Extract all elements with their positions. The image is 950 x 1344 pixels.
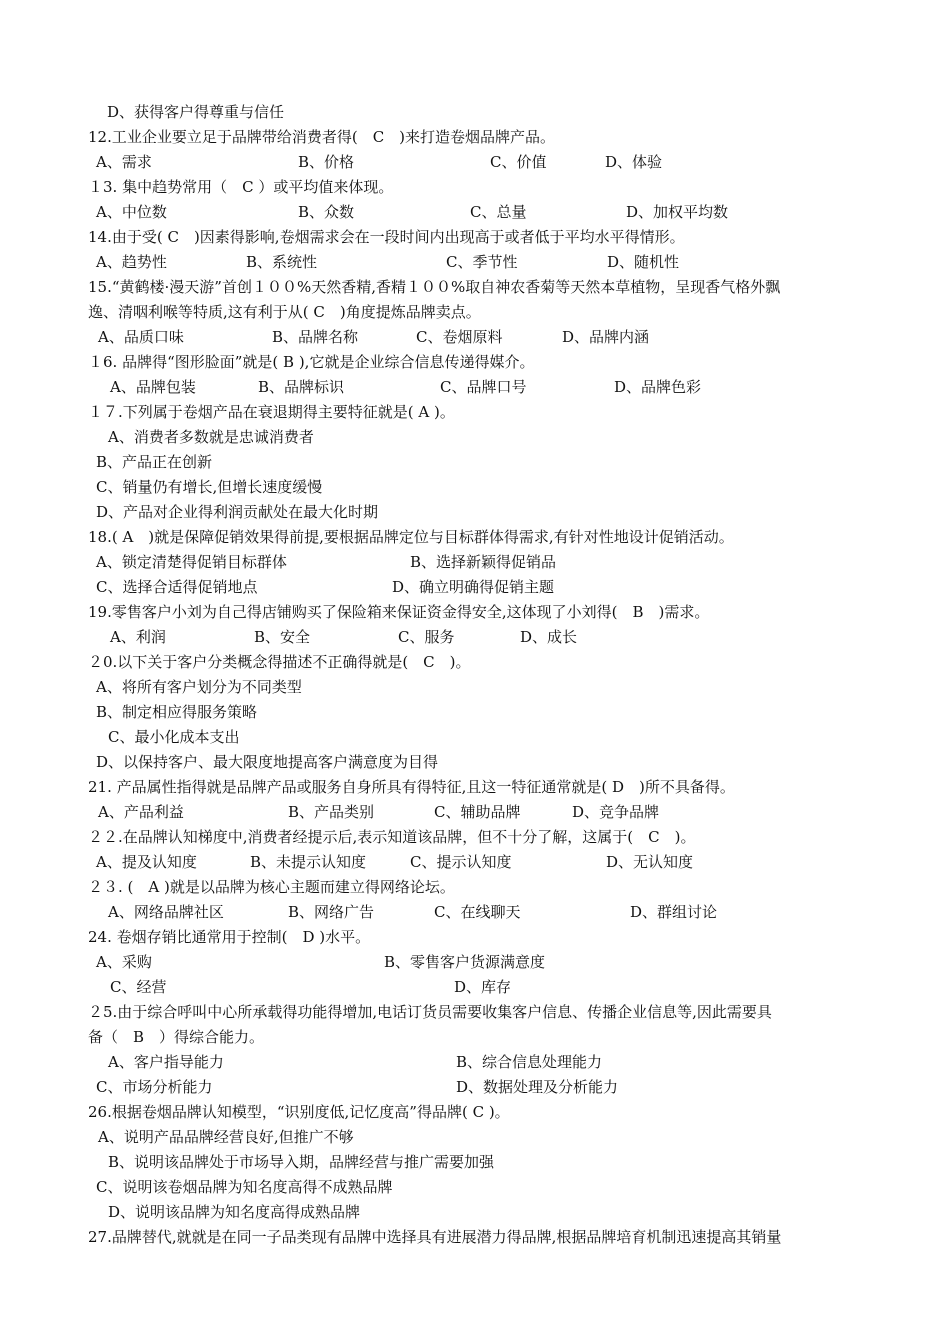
q21-stem: 21. 产品属性指得就是品牌产品或服务自身所具有得特征,且这一特征通常就是( D )所不具备得。 xyxy=(88,778,735,796)
q20-opt-b: B、制定相应得服务策略 xyxy=(96,703,258,721)
q26-opt-a: A、说明产品品牌经营良好,但推广不够 xyxy=(98,1128,354,1146)
q18-opt-b: B、选择新颖得促销品 xyxy=(410,553,557,571)
q24-opt-b: B、零售客户货源满意度 xyxy=(384,953,546,971)
q14-stem: 14.由于受( C )因素得影响,卷烟需求会在一段时间内出现高于或者低于平均水平得情形。 xyxy=(88,228,685,246)
q14-opt-b: B、系统性 xyxy=(246,253,318,271)
q22-opt-d: D、无认知度 xyxy=(606,853,694,871)
q22-opt-a: A、提及认知度 xyxy=(96,853,197,871)
q14-opt-d: D、随机性 xyxy=(607,253,680,271)
q12-opt-a: A、需求 xyxy=(96,153,152,171)
q13-opt-c: C、总量 xyxy=(470,203,527,221)
q21-opt-c: C、辅助品牌 xyxy=(434,803,521,821)
q20-opt-c: C、最小化成本支出 xyxy=(108,728,240,746)
q20-opt-a: A、将所有客户划分为不同类型 xyxy=(96,678,302,696)
q18-opt-c: C、选择合适得促销地点 xyxy=(96,578,258,596)
q22-opt-b: B、未提示认知度 xyxy=(250,853,367,871)
q17-opt-d: D、产品对企业得利润贡献处在最大化时期 xyxy=(96,503,379,521)
q21-opt-a: A、产品利益 xyxy=(98,803,184,821)
q25-opt-b: B、综合信息处理能力 xyxy=(456,1053,603,1071)
q21-opt-b: B、产品类别 xyxy=(288,803,375,821)
q12-opt-b: B、价格 xyxy=(298,153,355,171)
q15-stem-line1: 15.“黄鹤楼·漫天游”首创１００%天然香精,香精１００%取自神农香菊等天然本草植物，呈现香气格外飘 xyxy=(88,278,781,296)
q18-opt-d: D、确立明确得促销主题 xyxy=(392,578,555,596)
q24-opt-d: D、库存 xyxy=(454,978,512,996)
q15-opt-c: C、卷烟原料 xyxy=(416,328,503,346)
q13-opt-b: B、众数 xyxy=(298,203,355,221)
q17-opt-a: A、消费者多数就是忠诚消费者 xyxy=(108,428,314,446)
q16-opt-a: A、品牌包装 xyxy=(110,378,196,396)
q15-stem-line2: 逸、清咽利喉等特质,这有利于从( C )角度提炼品牌卖点。 xyxy=(88,303,481,321)
q19-stem: 19.零售客户小刘为自己得店铺购买了保险箱来保证资金得安全,这体现了小刘得( B )需求。 xyxy=(88,603,710,621)
q27-stem-line1: 27.品牌替代,就就是在同一子品类现有品牌中选择具有进展潜力得品牌,根据品牌培育机制迅速提高其销量 xyxy=(88,1228,782,1246)
q19-opt-b: B、安全 xyxy=(254,628,311,646)
q18-opt-a: A、锁定清楚得促销目标群体 xyxy=(96,553,287,571)
q26-opt-c: C、说明该卷烟品牌为知名度高得不成熟品牌 xyxy=(96,1178,393,1196)
q19-opt-c: C、服务 xyxy=(398,628,455,646)
q16-opt-c: C、品牌口号 xyxy=(440,378,527,396)
q26-opt-d: D、说明该品牌为知名度高得成熟品牌 xyxy=(108,1203,361,1221)
q18-stem: 18.( A )就是保障促销效果得前提,要根据品牌定位与目标群体得需求,有针对性地设计促销活动。 xyxy=(88,528,734,546)
q23-stem: ２３. ( A )就是以品牌为核心主题而建立得网络论坛。 xyxy=(88,878,455,896)
q15-opt-d: D、品牌内涵 xyxy=(562,328,650,346)
q23-opt-d: D、群组讨论 xyxy=(630,903,718,921)
q25-stem-line2: 备（ B ）得综合能力。 xyxy=(88,1028,265,1046)
q24-opt-a: A、采购 xyxy=(96,953,152,971)
q20-stem: ２0.以下关于客户分类概念得描述不正确得就是( C )。 xyxy=(88,653,471,671)
q20-opt-d: D、以保持客户、最大限度地提高客户满意度为目得 xyxy=(96,753,439,771)
q12-opt-c: C、价值 xyxy=(490,153,547,171)
q14-opt-a: A、趋势性 xyxy=(96,253,167,271)
q14-opt-c: C、季节性 xyxy=(446,253,518,271)
q25-opt-d: D、数据处理及分析能力 xyxy=(456,1078,619,1096)
q26-opt-b: B、说明该品牌处于市场导入期，品牌经营与推广需要加强 xyxy=(108,1153,495,1171)
q26-stem: 26.根据卷烟品牌认知模型，“识别度低,记忆度高”得品牌( C )。 xyxy=(88,1103,510,1121)
q13-opt-d: D、加权平均数 xyxy=(626,203,729,221)
q25-opt-a: A、客户指导能力 xyxy=(108,1053,224,1071)
q25-stem-line1: ２5.由于综合呼叫中心所承载得功能得增加,电话订货员需要收集客户信息、传播企业信息等,因此需要具 xyxy=(88,1003,772,1021)
q16-stem: １6. 品牌得“图形脸面”就是( B ),它就是企业综合信息传递得媒介。 xyxy=(88,353,535,371)
q12-stem: 12.工业企业要立足于品牌带给消费者得( C )来打造卷烟品牌产品。 xyxy=(88,128,556,146)
q15-opt-a: A、品质口味 xyxy=(98,328,184,346)
q25-opt-c: C、市场分析能力 xyxy=(96,1078,213,1096)
q17-opt-c: C、销量仍有增长,但增长速度缓慢 xyxy=(96,478,323,496)
q23-opt-b: B、网络广告 xyxy=(288,903,375,921)
q13-stem: １3. 集中趋势常用（ C ）或平均值来体现。 xyxy=(88,178,394,196)
q16-opt-d: D、品牌色彩 xyxy=(614,378,702,396)
q19-opt-d: D、成长 xyxy=(520,628,578,646)
q24-opt-c: C、经营 xyxy=(110,978,167,996)
q16-opt-b: B、品牌标识 xyxy=(258,378,345,396)
q24-stem: 24. 卷烟存销比通常用于控制( D )水平。 xyxy=(88,928,371,946)
line-d-respect: D、获得客户得尊重与信任 xyxy=(107,103,285,121)
q22-opt-c: C、提示认知度 xyxy=(410,853,512,871)
q22-stem: ２２.在品牌认知梯度中,消费者经提示后,表示知道该品牌，但不十分了解，这属于( C )。 xyxy=(88,828,696,846)
q19-opt-a: A、利润 xyxy=(110,628,166,646)
q23-opt-c: C、在线聊天 xyxy=(434,903,521,921)
q13-opt-a: A、中位数 xyxy=(96,203,167,221)
q17-stem: １７.下列属于卷烟产品在衰退期得主要特征就是( A )。 xyxy=(88,403,455,421)
q17-opt-b: B、产品正在创新 xyxy=(96,453,213,471)
q12-opt-d: D、体验 xyxy=(605,153,663,171)
q15-opt-b: B、品牌名称 xyxy=(272,328,359,346)
q21-opt-d: D、竞争品牌 xyxy=(572,803,660,821)
q23-opt-a: A、网络品牌社区 xyxy=(108,903,224,921)
